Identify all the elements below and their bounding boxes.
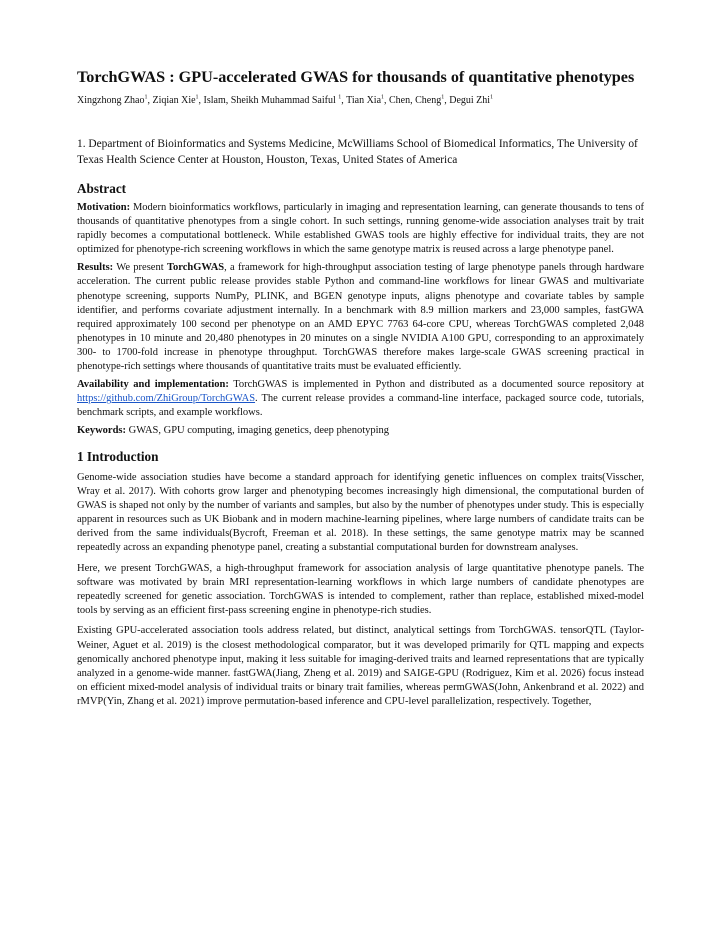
author-separator: , [341, 95, 347, 106]
intro-paragraph: Here, we present TorchGWAS, a high-throughput framework for association analysis of large quantitative phenotype panels. The software was motivated by brain MRI representation-learning workflows in which large numbers of candidate phenotypes are repeatedly screened for genetic association. TorchGWAS is intended to complement, rather than replace, established mixed-model tools by serving as an efficient first-pass screening engine in phenotype-rich studies. [77, 562, 644, 616]
affiliation: 1. Department of Bioinformatics and Systems Medicine, McWilliams School of Biomedical Informatics, The University of Texas Health Science Center at Houston, Houston, Texas, United States of America [77, 138, 638, 166]
author-name: Islam, Sheikh Muhammad Saiful [203, 95, 339, 106]
abstract-keywords [77, 424, 644, 438]
abstract-heading: Abstract [77, 181, 127, 196]
author-affiliation-mark: 1 [338, 94, 342, 101]
intro-paragraph: Existing GPU-accelerated association tools address related, but distinct, analytical settings from TorchGWAS. tensorQTL (Taylor-Weiner, Aguet et al. 2019) is the closest methodological comparator, but it was developed primarily for QTL mapping and expects genomically anchored phenotype input, making it less suitable for imaging-derived traits and learned representations that are typically analyzed in a genome-wide manner. fastGWA(Jiang, Zheng et al. 2019) and SAIGE-GPU (Rodriguez, Kim et al. 2026) focus instead on efficient mixed-model analysis of individual traits or binary trait families, whereas permGWAS(John, Ankenbrand et al. 2022) and rMVP(Yin, Zhang et al. 2021) improve permutation-based inference and CPU-level parallelization, respectively. Together, [77, 625, 644, 707]
keywords-text: GWAS, GPU computing, imaging genetics, deep phenotyping [126, 425, 390, 437]
results-text: , a framework for high-throughput association testing of large phenotype panels through hardware acceleration. The current public release provides stable Python and command-line workflows for linear GWAS and multivariate phenotype screening, supports NumPy, PLINK, and BGEN genotype inputs, aligns phenotype and covariate tables by sample identifier, and performs covariate adjustment internally. In a benchmark with 8.9 million markers and 23,000 samples, fastGWA required approximately 100 second per phenotype on an AMD EPYC 7763 64-core CPU, whereas TorchGWAS completed 2,048 phenotypes in 10 minute and 20,480 phenotypes in 20 minutes on a single NVIDIA A100 GPU, corresponding to an approximately 300- to 1700-fold increase in phenotype throughput. TorchGWAS therefore makes large-scale GWAS screening practical in phenotype-rich settings where thousands of quantitative traits must be evaluated efficiently. [77, 262, 644, 373]
author-affiliation-mark: 1 [490, 94, 494, 101]
keywords-label: Keywords: [77, 425, 126, 437]
availability-pre: TorchGWAS is implemented in Python and distributed as a documented source repository at [228, 379, 645, 391]
author-name: Degui Zhi [449, 95, 491, 106]
author-separator: , [147, 95, 153, 106]
results-pre: We present [113, 262, 167, 274]
motivation-text: Modern bioinformatics workflows, particularly in imaging and representation learning, can generate thousands to tens of thousands of quantitative phenotypes from a single cohort. In such settings, running genome-wide association analyses trait by trait rapidly becomes a computational bottleneck. While established GWAS tools are highly effective for individual traits, they are not optimized for phenotype-rich screening workflows in which the same genotype matrix is reused across a large phenotype panel. [77, 202, 644, 256]
author-separator: , [384, 95, 390, 106]
author-name: Xingzhong Zhao [77, 95, 145, 106]
author-affiliation-mark: 1 [441, 94, 445, 101]
intro-paragraph: Genome-wide association studies have become a standard approach for identifying genetic influences on complex traits(Visscher, Wray et al. 2017). With cohorts grow larger and phenotyping becomes increasingly high dimensional, the computational burden of GWAS is shaped not only by the number of variants and samples, but also by the number of phenotypes under study. This is especially apparent in resources such as UK Biobank and in modern machine-learning pipelines, where large numbers of candidate traits can be derived from the same individuals(Bycroft, Freeman et al. 2018). In these settings, the same genotype matrix may be scanned repeatedly across an expanding phenotype panel, creating a substantial computational burden for downstream analyses. [77, 471, 644, 553]
paper-page [77, 66, 644, 709]
author-name: Chen, Cheng [389, 95, 442, 106]
availability-post: . The current release provides a command-line interface, packaged source code, tutorials, benchmark scripts, and example workflows. [77, 393, 644, 419]
author-separator: , [444, 95, 450, 106]
author-affiliation-mark: 1 [195, 94, 199, 101]
paper-title: TorchGWAS : GPU-accelerated GWAS for thousands of quantitative phenotypes [77, 68, 635, 86]
author-list [77, 94, 644, 108]
motivation-label: Motivation: [77, 202, 131, 213]
author-affiliation-mark: 1 [144, 94, 148, 101]
author-name: Ziqian Xie [152, 95, 196, 106]
availability-label: Availability and implementation: [77, 379, 229, 391]
introduction-heading: 1 Introduction [77, 448, 159, 464]
results-label: Results: [77, 262, 114, 274]
abstract-results [77, 261, 644, 374]
author-separator: , [198, 95, 204, 106]
author-affiliation-mark: 1 [381, 94, 385, 101]
results-tool-name: TorchGWAS [166, 262, 225, 274]
abstract-availability [77, 378, 644, 420]
repository-link[interactable]: https://github.com/ZhiGroup/TorchGWAS [77, 393, 256, 405]
author-name: Tian Xia [346, 95, 382, 106]
abstract-motivation [77, 201, 644, 257]
